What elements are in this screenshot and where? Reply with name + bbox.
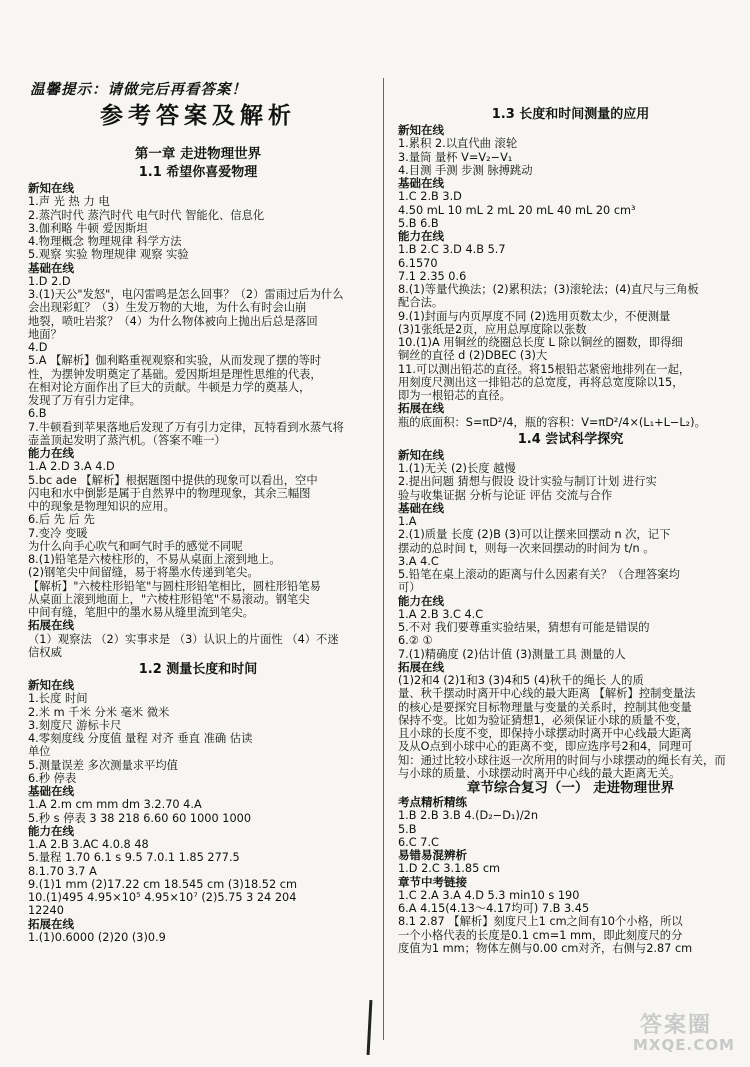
- answer-line: 7.(1)精确度 (2)估计值 (3)测量工具 测量的人: [398, 647, 626, 661]
- answer-line: 在相对论方面作出了巨大的贡献。牛顿是力学的奠基人，: [28, 380, 311, 394]
- answer-line: 6.后 先 后 先: [28, 513, 95, 527]
- answer-line: 信权威: [28, 645, 62, 659]
- answer-line: 地面？: [28, 327, 62, 341]
- answer-line: 为什么向手心吹气和呵气时手的感觉不同呢: [28, 539, 243, 553]
- answer-line: 6.A 4.15(4.13～4.17均可) 7.B 3.45: [398, 902, 590, 915]
- answer-line: 7.1 2.35 0.6: [398, 269, 467, 283]
- answer-line: 地裂，喷吐岩浆？（4）为什么物体被向上抛出后总是落回: [28, 314, 318, 328]
- section-heading: 1.3 长度和时间测量的应用: [491, 107, 650, 122]
- answer-line: 3.(1)天公"发怒"，电闪雷鸣是怎么回事？（2）雷雨过后为什么: [28, 288, 344, 301]
- subsection-label: 易错易混辨析: [398, 848, 467, 862]
- answer-line: 5.量程 1.70 6.1 s 9.5 7.0.1 1.85 277.5: [28, 851, 240, 865]
- answer-line: 用刻度尺测出这一排铅芯的总宽度，再将总宽度除以15，: [398, 375, 684, 389]
- answer-line: 8.1.70 3.7 A: [28, 864, 97, 878]
- left-column: [28, 80, 368, 944]
- answer-line: 5.测量误差 多次测量求平均值: [28, 758, 178, 772]
- answer-line: 1.(1)无关 (2)长度 越慢: [398, 462, 516, 475]
- answer-line: 7.变冷 变暖: [28, 526, 88, 540]
- answer-line: 6.② ①: [398, 634, 433, 648]
- page-title: 参考答案及解析: [100, 103, 296, 129]
- section-heading: 1.2 测量长度和时间: [138, 662, 258, 677]
- answer-line: 3.A 4.C: [398, 554, 439, 568]
- answer-line: (1)2和4 (2)1和3 (3)4和5 (4)秋千的绳长 人的质: [398, 674, 644, 687]
- answer-line: 6.秒 停表: [28, 771, 77, 785]
- answer-line: 的核心是要探究目标物理量与变量的关系时，控制其他变量: [398, 700, 692, 714]
- answer-line: 4.50 mL 10 mL 2 mL 20 mL 40 mL 20 cm³: [398, 203, 636, 217]
- watermark-url: MXQE.COM: [633, 1036, 735, 1054]
- answer-line: 发现了万有引力定律。: [28, 394, 141, 407]
- subsection-label: 基础在线: [28, 784, 74, 798]
- answer-line: 5.B: [398, 822, 417, 836]
- answer-line: 3.刻度尺 游标卡尺: [28, 718, 122, 732]
- answer-line: 中的现象是物理知识的应用。: [28, 500, 175, 513]
- subsection-label: 新知在线: [398, 123, 444, 137]
- column-divider: [383, 78, 384, 1040]
- answer-line: 2.(1)质量 长度 (2)B (3)可以让摆来回摆动 n 次，记下: [398, 528, 671, 542]
- answer-line: 铜丝的直径 d (2)DBEC (3)大: [398, 349, 548, 363]
- subsection-label: 新知在线: [398, 447, 444, 462]
- answer-line: 保持不变。比如为验证猜想1，必须保证小球的质量不变，: [398, 713, 688, 727]
- answer-line: 【解析】"六棱柱形铅笔"与圆柱形铅笔相比，圆柱形铅笔易: [28, 579, 321, 593]
- answer-line: 2.蒸汽时代 蒸汽时代 电气时代 智能化、信息化: [28, 208, 265, 222]
- answer-line: 6.B: [28, 407, 47, 421]
- answer-line: 3.量筒 量杯 V=V₂−V₁: [398, 150, 513, 164]
- answer-line: 6.1570: [398, 256, 438, 270]
- answer-line: 中间有缝，笔胆中的墨水易从缝里流到笔尖。: [28, 606, 254, 619]
- subsection-label: 新知在线: [28, 678, 74, 692]
- subsection-label: 基础在线: [398, 500, 444, 515]
- answer-line: 10.(1)495 4.95×10⁵ 4.95×10⁷ (2)5.75 3 24 204: [28, 891, 297, 904]
- answer-line: 性，为摆钟发明奠定了基础。爱因斯坦是理性思维的代表，: [28, 367, 322, 381]
- answer-line: 壶盖顶起发明了蒸汽机。（答案不唯一）: [28, 433, 226, 447]
- answer-line: 5.B 6.B: [398, 216, 439, 230]
- subsection-label: 基础在线: [28, 260, 74, 275]
- subsection-label: 考点精析精练: [398, 795, 467, 809]
- answer-line: 6.C 7.C: [398, 835, 439, 849]
- subsection-label: 能力在线: [28, 823, 74, 838]
- section-heading: 1.1 希望你喜爱物理: [138, 165, 258, 180]
- answer-line: 12240: [28, 904, 64, 918]
- answer-line: 1.A 2.D 3.A 4.D: [28, 460, 115, 474]
- subsection-label: 拓展在线: [398, 659, 444, 674]
- subsection-label: 能力在线: [28, 446, 74, 460]
- answer-line: 单位: [28, 745, 51, 759]
- answer-line: 2.米 m 千米 分米 毫米 微米: [28, 705, 170, 719]
- answer-line: 瓶的底面积：S=πD²/4，瓶的容积：V=πD²/4×(L₁+L−L₂)。: [398, 415, 706, 429]
- answer-line: 度值为1 mm；物体左侧与0.00 cm对齐，右侧与2.87 cm: [398, 941, 693, 955]
- answer-line: 2.提出问题 猜想与假设 设计实验与制订计划 进行实: [398, 475, 657, 489]
- answer-line: 8.1 2.87 【解析】刻度尺上1 cm之间有10个小格，所以: [398, 915, 683, 929]
- answer-line: 5.不对 我们要尊重实验结果，猜想有可能是错误的: [398, 621, 650, 634]
- subsection-label: 能力在线: [398, 229, 444, 243]
- answer-line: 配合法。: [398, 296, 444, 310]
- answer-line: 知：通过比较小球往返一次所用的时间与小球摆动的绳长有关，而: [398, 753, 726, 767]
- answer-line: 摆动的总时间 t，则每一次来回摆动的时间为 t/n 。: [398, 541, 655, 555]
- answer-line: 1.D 2.D: [28, 274, 71, 288]
- answer-line: 1.声 光 热 力 电: [28, 195, 110, 209]
- subsection-label: 拓展在线: [28, 916, 74, 931]
- answer-line: 会出现彩虹？（3）生发万物的大地，为什么有时会山崩: [28, 301, 307, 315]
- section-heading: 1.4 尝试科学探究: [517, 431, 624, 447]
- answer-line: 及从O点到小球中心的距离不变，即应选序号2和4，同理可: [398, 740, 693, 754]
- answer-line: 5.A 【解析】伽利略重视观察和实验，从而发现了摆的等时: [28, 354, 322, 368]
- chapter-heading: 章节综合复习（一） 走进物理世界: [466, 780, 675, 796]
- answer-line: 9.(1)封面与内页厚度不同 (2)选用页数太少，不便测量: [398, 309, 671, 323]
- answer-line: 10.(1)A 用铜丝的绕圈总长度 L 除以铜丝的圈数，即得细: [398, 336, 683, 349]
- answer-line: 4.物理概念 物理规律 科学方法: [28, 235, 182, 248]
- answer-line: (2)钢笔尖中间留缝，易于将墨水传递到笔尖。: [28, 566, 259, 580]
- subsection-label: 能力在线: [398, 593, 444, 608]
- pen-mark: [367, 1000, 373, 1055]
- answer-line: 1.A: [398, 515, 417, 528]
- answer-line: 可）: [398, 581, 421, 595]
- answer-line: 1.累积 2.以直代曲 滚轮: [398, 137, 518, 151]
- answer-line: 与小球的质量、小球摆动时离开中心线的最大距离无关。: [398, 766, 681, 780]
- answer-line: 1.A 2.B 3.AC 4.0.8 48: [28, 838, 149, 851]
- answer-line: 验与收集证据 分析与论证 评估 交流与合作: [398, 488, 613, 502]
- answer-line: 5.秒 s 停表 3 38 218 6.60 60 1000 1000: [28, 811, 252, 825]
- answer-line: 3.伽利略 牛顿 爱因斯坦: [28, 221, 148, 235]
- watermark-logo: 答案圈: [640, 1013, 713, 1038]
- answer-line: （1）观察法 （2）实事求是 （3）认识上的片面性 （4）不迷: [28, 632, 339, 646]
- chapter-heading: 第一章 走进物理世界: [134, 146, 262, 162]
- subsection-label: 新知在线: [28, 181, 74, 195]
- answer-line: 1.(1)0.6000 (2)20 (3)0.9: [28, 930, 166, 944]
- answer-line: 1.B 2.B 3.B 4.(D₂−D₁)/2n: [398, 809, 539, 823]
- answer-line: 8.(1)铅笔是六棱柱形的，不易从桌面上滚到地上。: [28, 553, 281, 566]
- answer-line: 1.长度 时间: [28, 692, 88, 706]
- subsection-label: 章节中考链接: [398, 874, 467, 889]
- answer-line: 且小球的长度不变，即保持小球摆动时离开中心线最大距离: [398, 727, 692, 740]
- answer-line: 5.铅笔在桌上滚动的距离与什么因素有关？（合理答案均: [398, 568, 680, 581]
- answer-line: 4.D: [28, 341, 48, 354]
- answer-line: 5.bc ade 【解析】根据题图中提供的现象可以看出，空中: [28, 473, 318, 487]
- subsection-label: 基础在线: [398, 176, 444, 190]
- answer-line: 8.(1)等量代换法；(2)累积法；(3)滚轮法；(4)直尺与三角板: [398, 283, 699, 296]
- answer-line: 1.C 2.A 3.A 4.D 5.3 min10 s 190: [398, 888, 580, 902]
- answer-line: 即为一根铅芯的直径。: [398, 389, 511, 402]
- answer-line: 从桌面上滚到地面上，"六棱柱形铅笔"不易滚动。钢笔尖: [28, 592, 310, 606]
- answer-line: (3)1张纸是2页，应用总厚度除以张数: [398, 322, 587, 336]
- answer-line: 1.D 2.C 3.1.85 cm: [398, 862, 501, 876]
- right-column: [398, 104, 743, 955]
- answer-line: 1.A 2.B 3.C 4.C: [398, 607, 484, 621]
- answer-line: 9.(1)1 mm (2)17.22 cm 18.545 cm (3)18.52 cm: [28, 877, 297, 891]
- answer-line: 11.可以测出铅芯的直径。将15根铅芯紧密地排列在一起，: [398, 362, 691, 376]
- answer-line: 4.零刻度线 分度值 量程 对齐 垂直 准确 估读: [28, 732, 253, 745]
- answer-line: 1.B 2.C 3.D 4.B 5.7: [398, 243, 506, 257]
- answer-line: 1.A 2.m cm mm dm 3.2.70 4.A: [28, 798, 202, 812]
- reminder-banner: 温馨提示：请做完后再看答案！: [30, 82, 247, 98]
- answer-line: 4.目测 手测 步测 脉搏跳动: [398, 163, 533, 177]
- answer-line: 1.C 2.B 3.D: [398, 190, 462, 204]
- subsection-label: 拓展在线: [28, 618, 74, 633]
- answer-line: 7.牛顿看到苹果落地后发现了万有引力定律，瓦特看到水蒸气将: [28, 420, 344, 434]
- answer-line: 量、秋千摆动时离开中心线的最大距离 【解析】控制变量法: [398, 687, 696, 701]
- answer-line: 5.观察 实验 物理规律 观察 实验: [28, 248, 189, 262]
- answer-line: 一个小格代表的长度是0.1 cm=1 mm，即此刻度尺的分: [398, 928, 683, 942]
- answer-line: 闪电和水中倒影是属于自然界中的物理现象，其余三幅图: [28, 486, 311, 500]
- subsection-label: 拓展在线: [398, 401, 444, 416]
